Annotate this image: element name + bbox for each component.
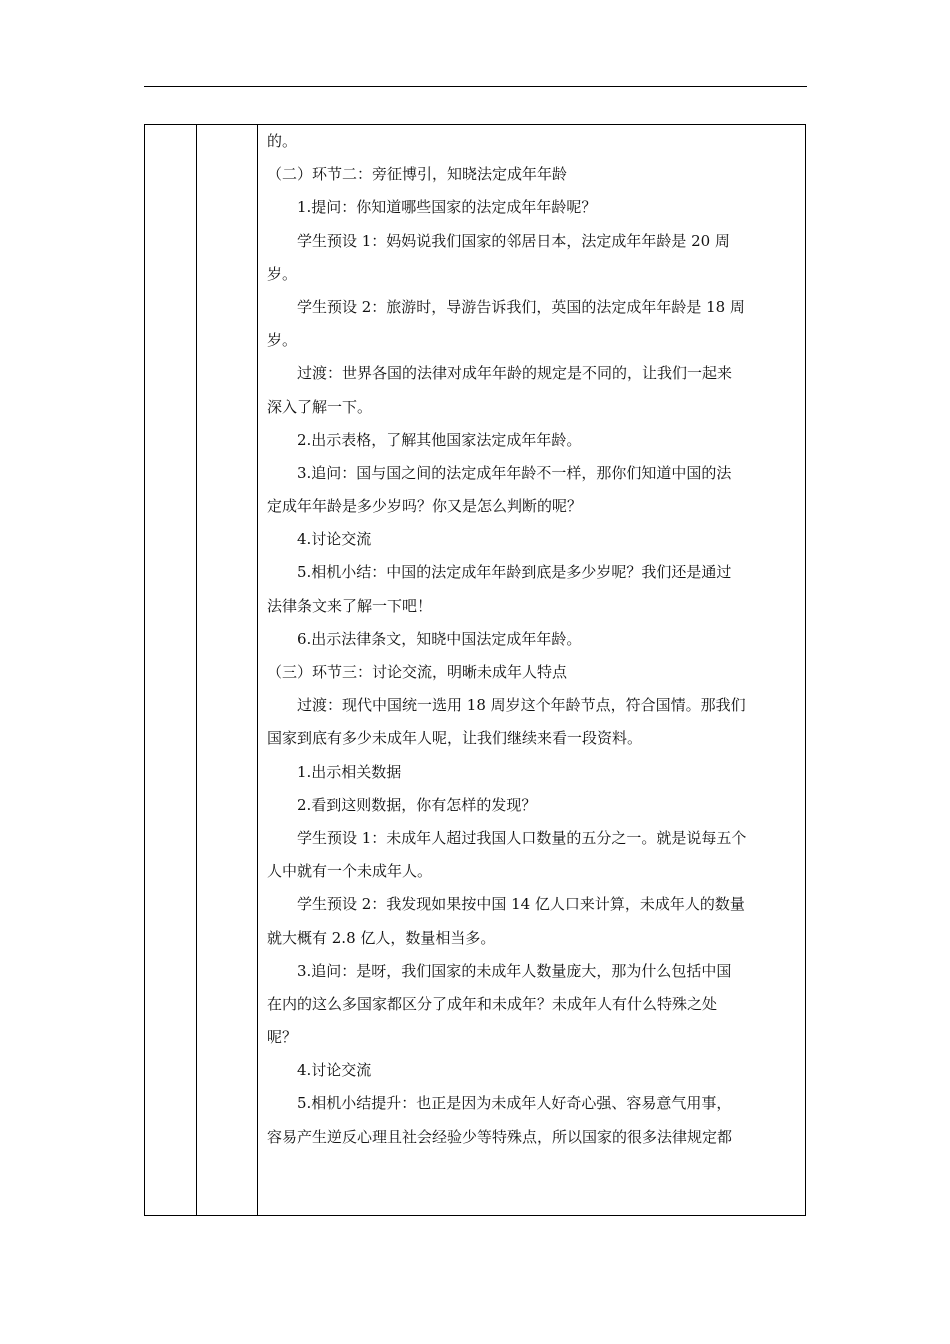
column-divider-1 <box>196 125 197 1215</box>
text-line: 岁。 <box>267 331 298 350</box>
text-line: 的。 <box>267 132 298 150</box>
text-line: 3.追问：是呀，我们国家的未成年人数量庞大，那为什么包括中国 <box>297 961 732 980</box>
text-line: 法律条文来了解一下吧！ <box>267 596 433 615</box>
text-line: 4.讨论交流 <box>297 1061 372 1080</box>
text-line: 学生预设 1：妈妈说我们国家的邻居日本，法定成年年龄是 20 周 <box>297 231 730 250</box>
text-line: 国家到底有多少未成年人呢，让我们继续来看一段资料。 <box>267 729 643 748</box>
header-rule <box>144 86 807 87</box>
text-line: 2.看到这则数据，你有怎样的发现？ <box>297 795 537 814</box>
text-line: 4.讨论交流 <box>297 530 372 549</box>
column-divider-2 <box>257 125 258 1215</box>
text-line: 学生预设 2：我发现如果按中国 14 亿人口来计算，未成年人的数量 <box>297 895 745 914</box>
text-line: 2.出示表格，了解其他国家法定成年年龄。 <box>297 430 582 449</box>
text-line: 1.提问：你知道哪些国家的法定成年年龄呢？ <box>297 198 597 217</box>
text-line: 学生预设 2：旅游时，导游告诉我们，英国的法定成年年龄是 18 周 <box>297 297 745 316</box>
text-line: 岁。 <box>267 264 298 283</box>
text-line: 在内的这么多国家都区分了成年和未成年？未成年人有什么特殊之处 <box>267 994 718 1013</box>
text-line: 呢？ <box>267 1028 298 1047</box>
text-line: 定成年年龄是多少岁吗？你又是怎么判断的呢？ <box>267 497 583 516</box>
text-line: 1.出示相关数据 <box>297 762 402 781</box>
text-line: 3.追问：国与国之间的法定成年年龄不一样，那你们知道中国的法 <box>297 463 732 482</box>
text-line: 学生预设 1：未成年人超过我国人口数量的五分之一。就是说每五个 <box>297 828 747 847</box>
text-line: 就大概有 2.8 亿人，数量相当多。 <box>267 928 496 947</box>
text-line: 5.相机小结提升：也正是因为未成年人好奇心强、容易意气用事， <box>297 1094 732 1113</box>
text-line: 6.出示法律条文，知晓中国法定成年年龄。 <box>297 629 582 648</box>
text-line: 人中就有一个未成年人。 <box>267 862 433 881</box>
lesson-content-cell <box>267 125 799 1154</box>
text-line: 过渡：现代中国统一选用 18 周岁这个年龄节点，符合国情。那我们 <box>297 696 746 715</box>
text-line: 容易产生逆反心理且社会经验少等特殊点，所以国家的很多法律规定都 <box>267 1127 733 1146</box>
text-line: （二）环节二：旁征博引，知晓法定成年年龄 <box>267 165 568 184</box>
text-line: 过渡：世界各国的法律对成年年龄的规定是不同的，让我们一起来 <box>297 364 733 383</box>
lesson-table <box>144 124 806 1216</box>
text-line: 5.相机小结：中国的法定成年年龄到底是多少岁呢？我们还是通过 <box>297 563 732 582</box>
text-line: 深入了解一下。 <box>267 397 373 416</box>
text-line: （三）环节三：讨论交流，明晰未成年人特点 <box>267 663 568 681</box>
